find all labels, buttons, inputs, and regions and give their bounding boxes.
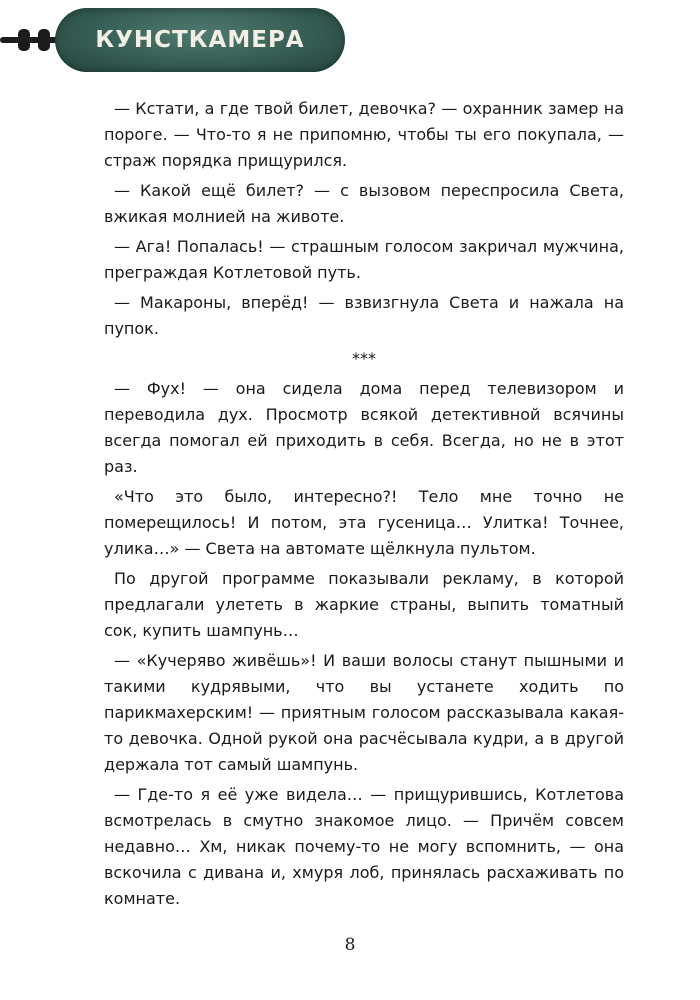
- chapter-header: [0, 20, 350, 60]
- paragraph: — Кстати, а где твой билет, девочка? — охранник замер на пороге. — Что-то я не припомню, чтобы ты его покупала, — страж порядка прищурился.: [104, 99, 624, 170]
- header-knob-ornament: [38, 29, 50, 51]
- body-text: [104, 96, 624, 916]
- paragraph: — Макароны, вперёд! — взвизгнула Света и нажала на пупок.: [104, 293, 624, 338]
- paragraph: — Ага! Попалась! — страшным голосом закричал мужчина, преграждая Котлетовой путь.: [104, 237, 624, 282]
- paragraph: — Где-то я её уже видела… — прищурившись, Котлетова всмотрелась в смутно знакомое лицо. — Причём совсем недавно… Хм, никак почему-то не могу вспомнить, — она вскочила с дивана и, хмуря лоб, принялась расхаживать по комнате.: [104, 785, 624, 908]
- paragraph: По другой программе показывали рекламу, в которой предлагали улететь в жаркие страны, выпить томатный сок, купить шампунь…: [104, 569, 624, 640]
- header-rod-ornament: [0, 37, 60, 43]
- chapter-title: КУНСТКАМЕРА: [95, 27, 305, 53]
- paragraph: — Фух! — она сидела дома перед телевизором и переводила дух. Просмотр всякой детективной всячины всегда помогал ей приходить в себя. Всегда, но не в этот раз.: [104, 379, 624, 476]
- paragraph: «Что это было, интересно?! Тело мне точно не померещилось! И потом, эта гусеница… Улитка! Точнее, улика…» — Света на автомате щёлкнула пультом.: [104, 487, 624, 558]
- paragraph: — «Кучеряво живёшь»! И ваши волосы станут пышными и такими кудрявыми, что вы устанете ходить по парикмахерским! — приятным голосом рассказывала какая-то девочка. Одной рукой она расчёсывала кудри, а в другой держала тот самый шампунь.: [104, 651, 624, 774]
- header-knob-ornament: [18, 29, 30, 51]
- page-number: 8: [344, 935, 356, 955]
- section-separator: ***: [352, 349, 376, 368]
- paragraph: — Какой ещё билет? — с вызовом переспросила Света, вжикая молнией на животе.: [104, 181, 624, 226]
